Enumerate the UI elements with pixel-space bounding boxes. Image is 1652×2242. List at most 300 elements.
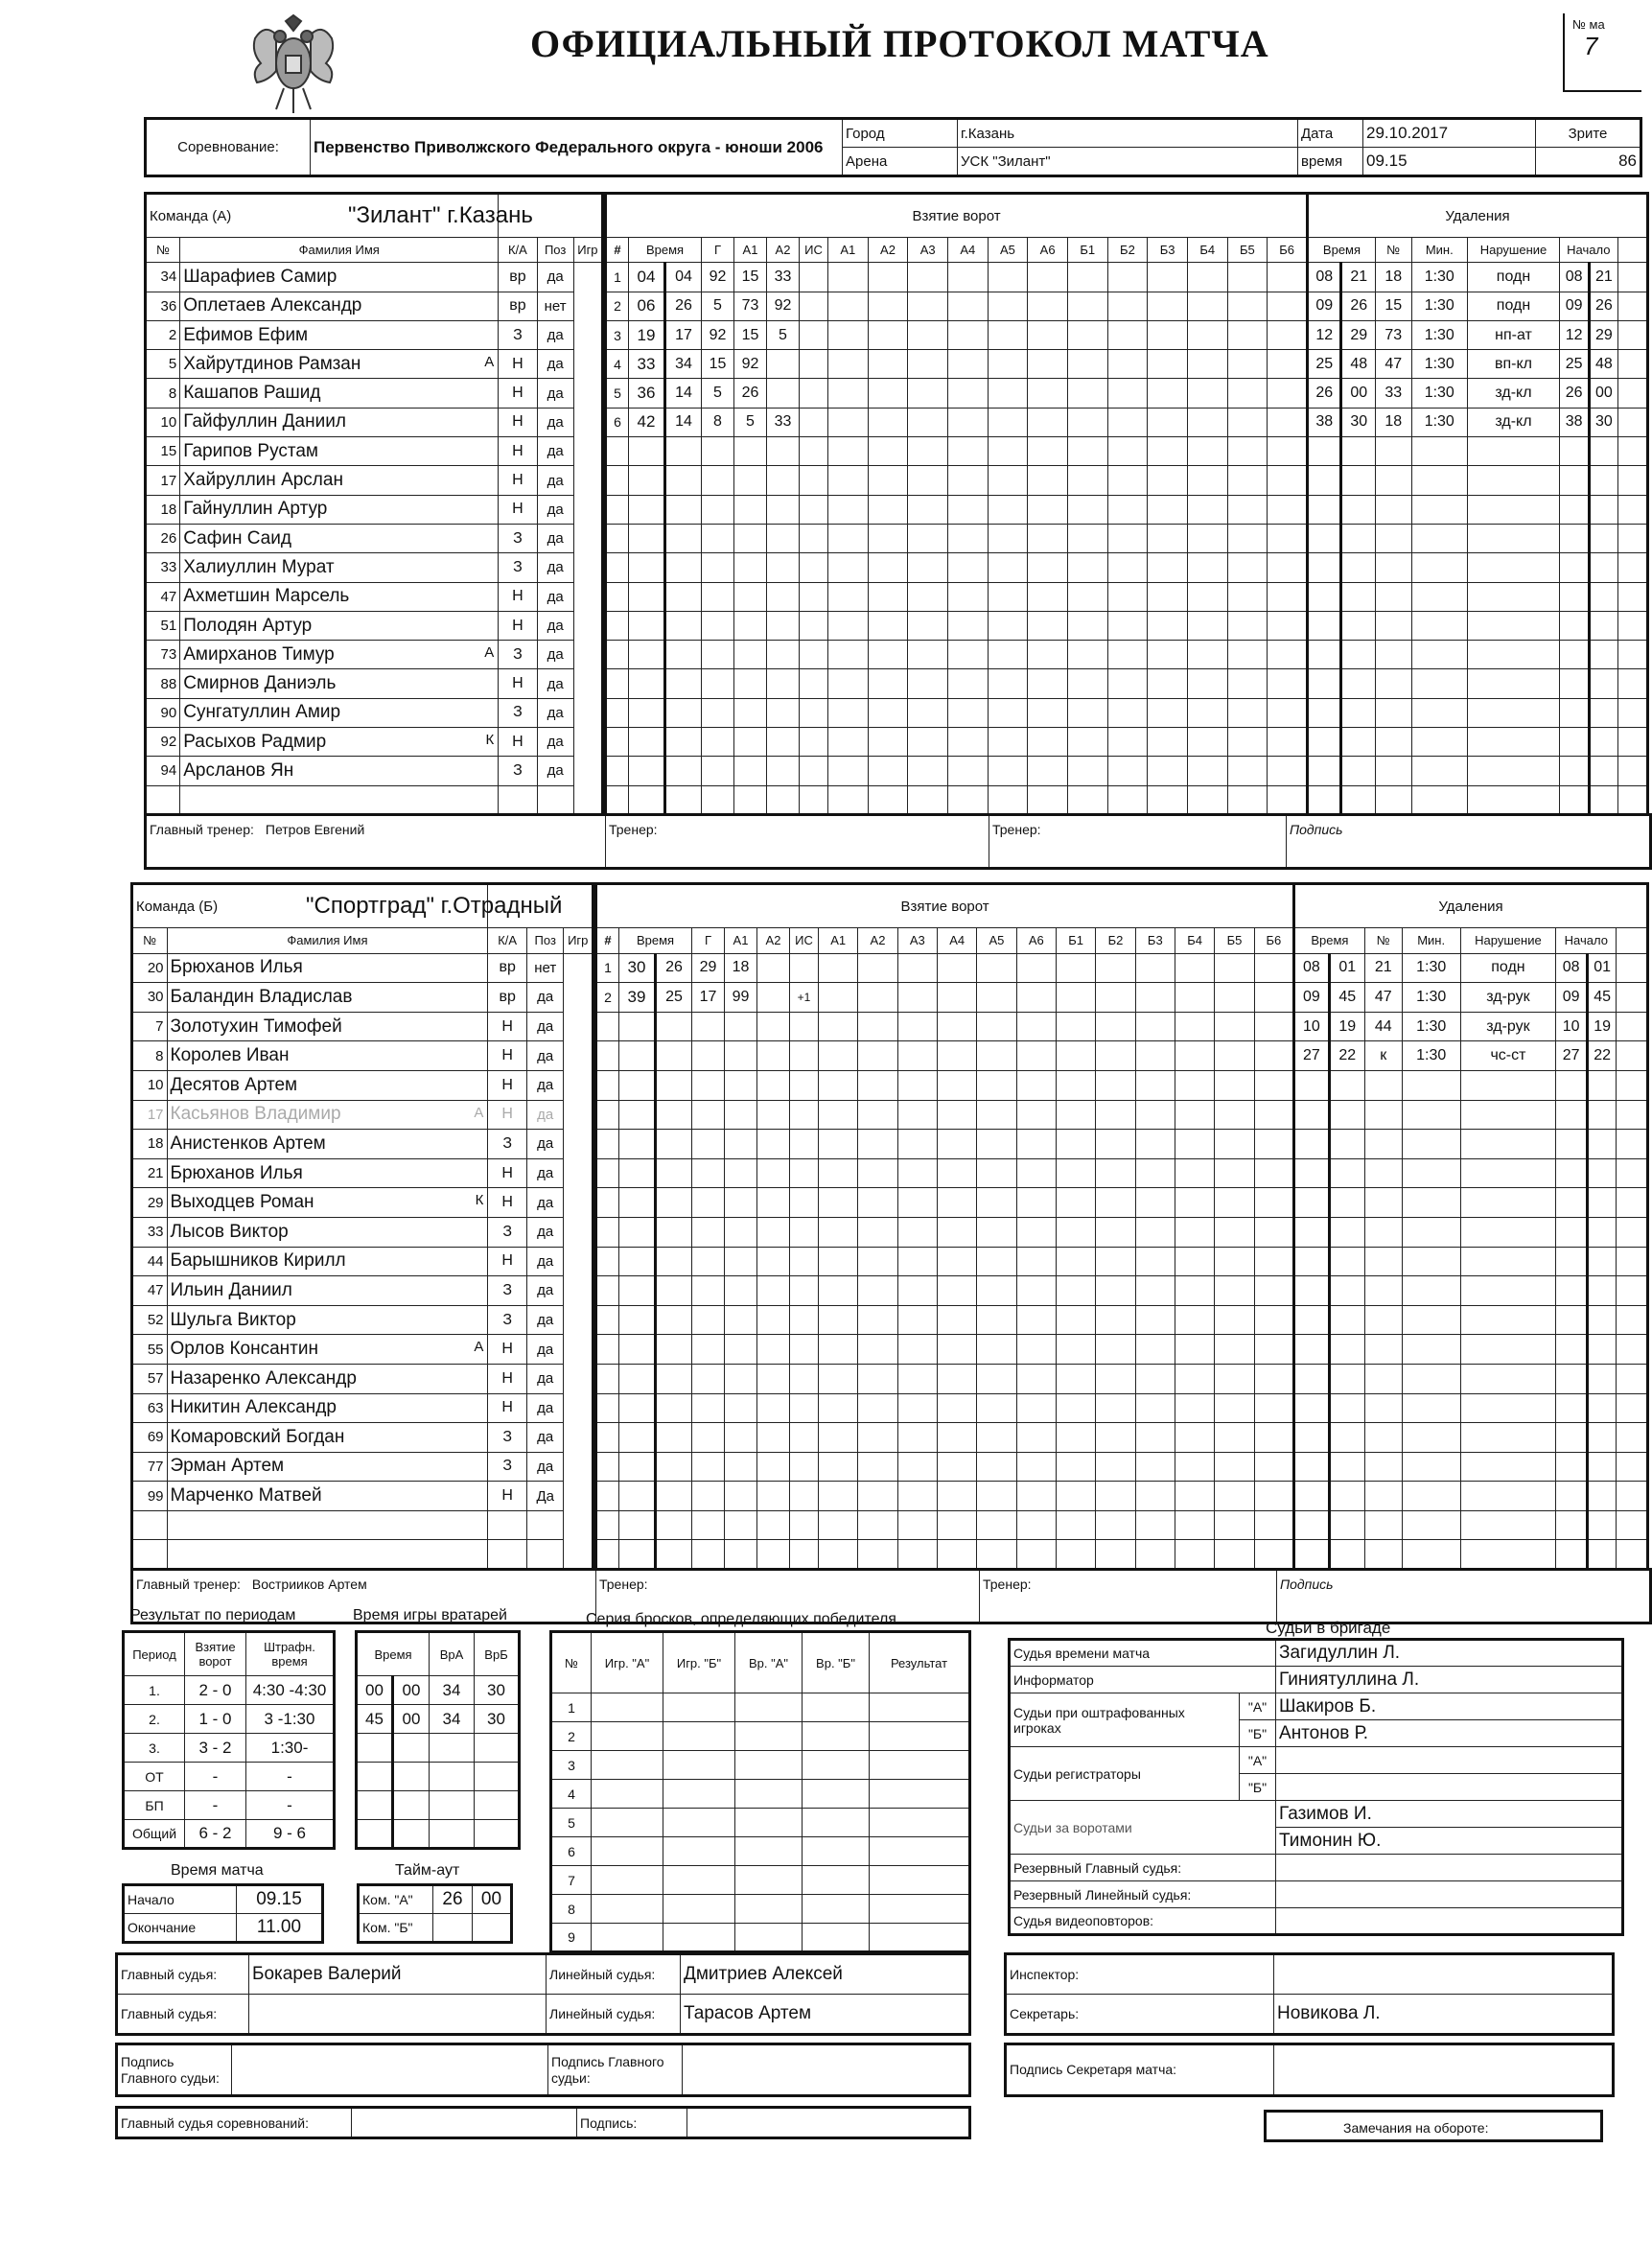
onice-cell [988, 350, 1028, 379]
onice-cell [1107, 582, 1148, 611]
spectators-label: Зрите [1536, 119, 1641, 148]
shootout-cell [592, 1722, 663, 1751]
shootout-h: Игр. "А" [592, 1632, 663, 1693]
onice-cell [988, 611, 1028, 640]
pen-minutes [1411, 785, 1467, 814]
onice-cell [868, 698, 908, 727]
player-name-text: Кашапов Рашид [183, 383, 321, 404]
pen-start-min [1556, 1070, 1588, 1100]
shootout-h: № [551, 1632, 592, 1693]
goal-assist-2 [767, 379, 800, 408]
pen-second [1329, 1482, 1364, 1511]
player-number: 52 [132, 1305, 168, 1335]
onice-cell [947, 553, 988, 582]
onice-cell [947, 785, 988, 814]
onice-cell [1175, 1130, 1214, 1159]
goal-second [656, 1070, 692, 1100]
onice-cell [858, 1247, 897, 1276]
pen-h-min: Мин. [1402, 928, 1460, 954]
pen-minute: 25 [1308, 350, 1341, 379]
pen-extra [1617, 953, 1648, 983]
player-name-text: Амирханов Тимур [183, 643, 335, 665]
onice-cell [897, 1158, 937, 1188]
pen-start-sec [1590, 582, 1617, 611]
goalie-second [393, 1791, 430, 1820]
onice-cell [1056, 1158, 1095, 1188]
pen-second [1329, 1188, 1364, 1218]
pen-infraction [1467, 611, 1559, 640]
goal-assist-1 [725, 1482, 757, 1511]
pen-start-sec: 29 [1590, 320, 1617, 349]
onice-cell [1067, 437, 1107, 466]
match-end-label: Окончание [124, 1914, 237, 1943]
timeout-a-min: 26 [433, 1885, 473, 1914]
onice-cell [1227, 350, 1268, 379]
player-position [488, 1510, 527, 1540]
team_a-penalties [1306, 192, 1649, 816]
player-ka: К [485, 732, 495, 749]
goal-number [606, 611, 629, 640]
player-name-text: Золотухин Тимофей [170, 1016, 342, 1037]
goal-scorer [692, 1188, 725, 1218]
shootout-cell [592, 1809, 663, 1837]
player-name-text: Эрман Артем [170, 1456, 285, 1477]
date-value: 29.10.2017 [1363, 119, 1536, 148]
table-row [124, 1791, 335, 1820]
table-row [146, 553, 603, 582]
shootout-cell [870, 1693, 970, 1722]
period-pim: 1:30- [246, 1734, 335, 1763]
onice-cell [897, 1188, 937, 1218]
onice-cell [1028, 641, 1068, 669]
table-row [1308, 757, 1648, 785]
goal-assist-1 [734, 641, 767, 669]
goals-h-onice: А5 [977, 928, 1016, 954]
onice-cell [977, 953, 1016, 983]
onice-cell [1254, 1070, 1294, 1100]
onice-cell [1254, 1393, 1294, 1423]
onice-cell [1215, 1158, 1254, 1188]
player-name [167, 1158, 488, 1188]
onice-cell [897, 1012, 937, 1041]
player-position: Н [488, 1393, 527, 1423]
onice-cell [947, 350, 988, 379]
onice-cell [1254, 1364, 1294, 1393]
goal-minute [629, 495, 665, 524]
player-position: Н [488, 1335, 527, 1365]
player-name [167, 1188, 488, 1218]
pen-player: 21 [1364, 953, 1402, 983]
goal-assist-2 [757, 1423, 790, 1453]
onice-cell [1227, 785, 1268, 814]
goal-assist-2 [767, 785, 800, 814]
player-plays: да [537, 263, 573, 292]
onice-cell [819, 1305, 858, 1335]
pen-player [1375, 698, 1411, 727]
match-number-box [1563, 13, 1641, 92]
table-row [1308, 350, 1648, 379]
goal-minute [619, 1247, 656, 1276]
goal-number [606, 524, 629, 552]
table-row [596, 953, 1294, 983]
competition-name: Первенство Приволжского Федерального округа - юноши 2006 [311, 119, 843, 176]
onice-cell [1148, 292, 1188, 320]
player-plays: да [537, 524, 573, 552]
goal-scorer [702, 669, 734, 698]
goal-assist-2 [767, 350, 800, 379]
table-row [1308, 437, 1648, 466]
player-position: Н [488, 1364, 527, 1393]
pen-extra [1617, 1482, 1648, 1511]
pen-minutes [1411, 524, 1467, 552]
pen-infraction [1460, 1540, 1556, 1570]
goal-assist-2: 33 [767, 263, 800, 292]
goal-minute [629, 466, 665, 495]
onice-cell [1107, 785, 1148, 814]
table-row [596, 1335, 1294, 1365]
goalie-minute: 45 [357, 1705, 393, 1734]
table-row [606, 437, 1308, 466]
onice-cell [1215, 1217, 1254, 1247]
goalie-b [475, 1763, 520, 1791]
onice-cell [1028, 495, 1068, 524]
pen-start-sec [1590, 553, 1617, 582]
onice-cell [988, 785, 1028, 814]
goal-assist-2: 92 [767, 292, 800, 320]
period-goals: 6 - 2 [185, 1820, 246, 1849]
coat-of-arms-icon [247, 13, 339, 119]
pen-player [1364, 1510, 1402, 1540]
player-position: З [488, 1452, 527, 1482]
onice-cell [1107, 641, 1148, 669]
onice-cell [868, 495, 908, 524]
player-position: З [499, 641, 537, 669]
onice-cell [819, 1158, 858, 1188]
table-row [146, 320, 603, 349]
pen-second [1329, 1130, 1364, 1159]
table-row [1294, 1393, 1648, 1423]
onice-cell [988, 408, 1028, 436]
goal-scorer [692, 1217, 725, 1247]
goal-scorer [692, 1423, 725, 1453]
pen-extra [1617, 1393, 1648, 1423]
onice-cell [1107, 669, 1148, 698]
onice-cell [1096, 1510, 1135, 1540]
table-row [1294, 1100, 1648, 1130]
pen-minute [1308, 495, 1341, 524]
goal-minute [629, 582, 665, 611]
onice-cell [937, 1510, 976, 1540]
goal-second [656, 1482, 692, 1511]
table-row [132, 953, 593, 983]
pen-infraction: подн [1460, 953, 1556, 983]
goalie-b [475, 1791, 520, 1820]
onice-cell [1215, 1041, 1254, 1071]
pen-infraction [1467, 698, 1559, 727]
goal-assist-2 [767, 698, 800, 727]
onice-cell [977, 1188, 1016, 1218]
onice-cell [1148, 582, 1188, 611]
onice-cell [897, 953, 937, 983]
player-name [167, 1247, 488, 1276]
goal-assist-2 [767, 611, 800, 640]
pen-minutes [1411, 582, 1467, 611]
goal-minute [619, 1070, 656, 1100]
table-row [606, 263, 1308, 292]
goal-number [596, 1012, 619, 1041]
onice-cell [1215, 1510, 1254, 1540]
goals-h-a1: А1 [734, 238, 767, 263]
pen-extra [1617, 466, 1647, 495]
pen-extra [1617, 641, 1647, 669]
player-plays: да [537, 495, 573, 524]
goalie-b [475, 1820, 520, 1849]
pen-minutes [1402, 1393, 1460, 1423]
player-name [180, 495, 499, 524]
pen-start-sec: 22 [1587, 1041, 1616, 1071]
pen-minutes [1411, 728, 1467, 757]
onice-cell [819, 1452, 858, 1482]
goal-assist-1: 18 [725, 953, 757, 983]
onice-cell [1215, 953, 1254, 983]
goal-assist-1 [725, 1364, 757, 1393]
onice-cell [908, 582, 948, 611]
player-plays: да [526, 1100, 564, 1130]
onice-cell [1096, 1100, 1135, 1130]
goals-h-ic: ИС [790, 928, 819, 954]
pen-minutes [1402, 1217, 1460, 1247]
goal-scorer [702, 728, 734, 757]
onice-cell [1096, 1041, 1135, 1071]
player-name-text: Королев Иван [170, 1045, 290, 1066]
roster-h-no: № [132, 928, 168, 954]
pen-extra [1617, 263, 1647, 292]
pen-start-sec [1590, 466, 1617, 495]
onice-cell [1135, 953, 1175, 983]
table-row [596, 1540, 1294, 1570]
onice-cell [1227, 524, 1268, 552]
pen-minutes: 1:30 [1402, 1012, 1460, 1041]
pen-infraction [1460, 1393, 1556, 1423]
goal-number: 6 [606, 408, 629, 436]
table-row [596, 983, 1294, 1013]
pen-extra [1617, 1540, 1648, 1570]
player-name-text: Комаровский Богдан [170, 1426, 345, 1447]
goals-h-onice: Б6 [1268, 238, 1308, 263]
table-row [146, 785, 603, 814]
player-plays: да [537, 466, 573, 495]
onice-cell [1215, 1423, 1254, 1453]
goals-h-onice: А3 [908, 238, 948, 263]
pen-minutes [1402, 1247, 1460, 1276]
shootout-cell [735, 1895, 803, 1924]
onice-cell [1107, 611, 1148, 640]
goals-h-hash: # [596, 928, 619, 954]
pen-player: 18 [1375, 263, 1411, 292]
table-row [1294, 1070, 1648, 1100]
onice-cell [1107, 437, 1148, 466]
onice-cell [937, 1158, 976, 1188]
pen-player: 47 [1375, 350, 1411, 379]
table-row [146, 757, 603, 785]
goals-title: Взятие ворот [596, 884, 1294, 928]
team_a-goals [604, 192, 1309, 816]
onice-cell [828, 611, 869, 640]
pen-second: 19 [1329, 1012, 1364, 1041]
onice-cell [937, 953, 976, 983]
onice-cell [828, 757, 869, 785]
player-ka: А [474, 1104, 484, 1121]
player-number: 36 [146, 292, 180, 320]
pen-minutes [1411, 466, 1467, 495]
pen-infraction: зд-кл [1467, 379, 1559, 408]
onice-cell [908, 553, 948, 582]
table-row [124, 1734, 335, 1763]
onice-cell [1215, 1012, 1254, 1041]
goal-assist-1 [734, 728, 767, 757]
goal-number [596, 1188, 619, 1218]
goal-number: 2 [596, 983, 619, 1013]
onice-cell [897, 1100, 937, 1130]
goal-assist-1 [734, 466, 767, 495]
goalie-b: 30 [475, 1705, 520, 1734]
goal-assist-1: 15 [734, 263, 767, 292]
pen-second [1329, 1247, 1364, 1276]
table-row [551, 1924, 970, 1952]
shootout-number: 9 [551, 1924, 592, 1952]
goal-second [665, 466, 702, 495]
pen-extra [1617, 1510, 1648, 1540]
onice-cell [858, 1217, 897, 1247]
goal-scorer [692, 1130, 725, 1159]
pen-start-min [1560, 553, 1590, 582]
onice-cell [1254, 953, 1294, 983]
goal-second [665, 582, 702, 611]
goal-number [596, 1158, 619, 1188]
onice-cell [1268, 785, 1308, 814]
onice-cell [1254, 1012, 1294, 1041]
table-row [606, 292, 1308, 320]
goal-assist-2 [757, 1041, 790, 1071]
goal-scorer [702, 466, 734, 495]
pen-minute [1294, 1070, 1330, 1100]
table-row [1294, 1012, 1648, 1041]
period-goals: 1 - 0 [185, 1705, 246, 1734]
pen-h-inf: Нарушение [1467, 238, 1559, 263]
pen-start-min [1556, 1423, 1588, 1453]
goal-situation [790, 1393, 819, 1423]
table-row [124, 1820, 335, 1849]
player-name [167, 1335, 488, 1365]
player-name-text: Никитин Александр [170, 1397, 337, 1418]
pen-minute [1308, 466, 1341, 495]
onice-cell [1215, 1070, 1254, 1100]
pen-start-min [1560, 524, 1590, 552]
pen-player [1375, 582, 1411, 611]
onice-cell [908, 379, 948, 408]
pen-start-sec [1587, 1452, 1616, 1482]
onice-cell [937, 1540, 976, 1570]
table-row [132, 1335, 593, 1365]
pen-second: 48 [1341, 350, 1375, 379]
shootout-cell [592, 1837, 663, 1866]
player-name [167, 1393, 488, 1423]
goals-h-onice: Б3 [1148, 238, 1188, 263]
table-row [596, 1393, 1294, 1423]
pen-start-sec [1590, 495, 1617, 524]
goal-scorer [692, 1100, 725, 1130]
pen-start-min [1556, 1393, 1588, 1423]
table-row [146, 263, 603, 292]
player-name [167, 953, 488, 983]
onice-cell [828, 669, 869, 698]
table-row [1294, 1540, 1648, 1570]
onice-cell [1268, 495, 1308, 524]
onice-cell [908, 669, 948, 698]
onice-cell [819, 1100, 858, 1130]
pen-player [1364, 1276, 1402, 1306]
pen-start-min: 12 [1560, 320, 1590, 349]
table-row [124, 1705, 335, 1734]
player-number: 2 [146, 320, 180, 349]
onice-cell [1016, 1423, 1056, 1453]
pen-infraction [1460, 1100, 1556, 1130]
onice-cell [1016, 1393, 1056, 1423]
shootout-cell [592, 1895, 663, 1924]
pen-extra [1617, 1070, 1648, 1100]
onice-cell [908, 757, 948, 785]
player-number: 47 [146, 582, 180, 611]
shootout-cell [663, 1866, 735, 1895]
player-name [167, 1452, 488, 1482]
pen-player: 15 [1375, 292, 1411, 320]
goal-number [606, 669, 629, 698]
player-name-text: Шарафиев Самир [183, 266, 337, 287]
player-position: Н [488, 1100, 527, 1130]
goalie-minute [357, 1791, 393, 1820]
period-pim: 9 - 6 [246, 1820, 335, 1849]
onice-cell [897, 1423, 937, 1453]
shootout-cell [735, 1837, 803, 1866]
onice-cell [947, 292, 988, 320]
onice-cell [1148, 320, 1188, 349]
pen-start-sec [1587, 1482, 1616, 1511]
pen-infraction [1460, 1452, 1556, 1482]
table-row [596, 1452, 1294, 1482]
player-name [180, 350, 499, 379]
goal-number: 1 [606, 263, 629, 292]
trainer-2-label: Тренер: [989, 815, 1287, 869]
onice-cell [1135, 1012, 1175, 1041]
onice-cell [868, 641, 908, 669]
periods-h-pim: Штрафн. время [246, 1632, 335, 1676]
timeout-title: Тайм-аут [395, 1862, 460, 1879]
pen-minutes: 1:30 [1411, 320, 1467, 349]
table-row [124, 1676, 335, 1705]
goal-assist-2 [767, 466, 800, 495]
table-row [606, 495, 1308, 524]
table-row [132, 1070, 593, 1100]
onice-cell [1215, 1540, 1254, 1570]
onice-cell [977, 1217, 1016, 1247]
player-position: З [488, 1423, 527, 1453]
onice-cell [1016, 1217, 1056, 1247]
onice-cell [1175, 1482, 1214, 1511]
pen-player [1375, 553, 1411, 582]
goal-minute [619, 1188, 656, 1218]
goal-situation [800, 757, 828, 785]
goal-assist-2 [757, 1452, 790, 1482]
